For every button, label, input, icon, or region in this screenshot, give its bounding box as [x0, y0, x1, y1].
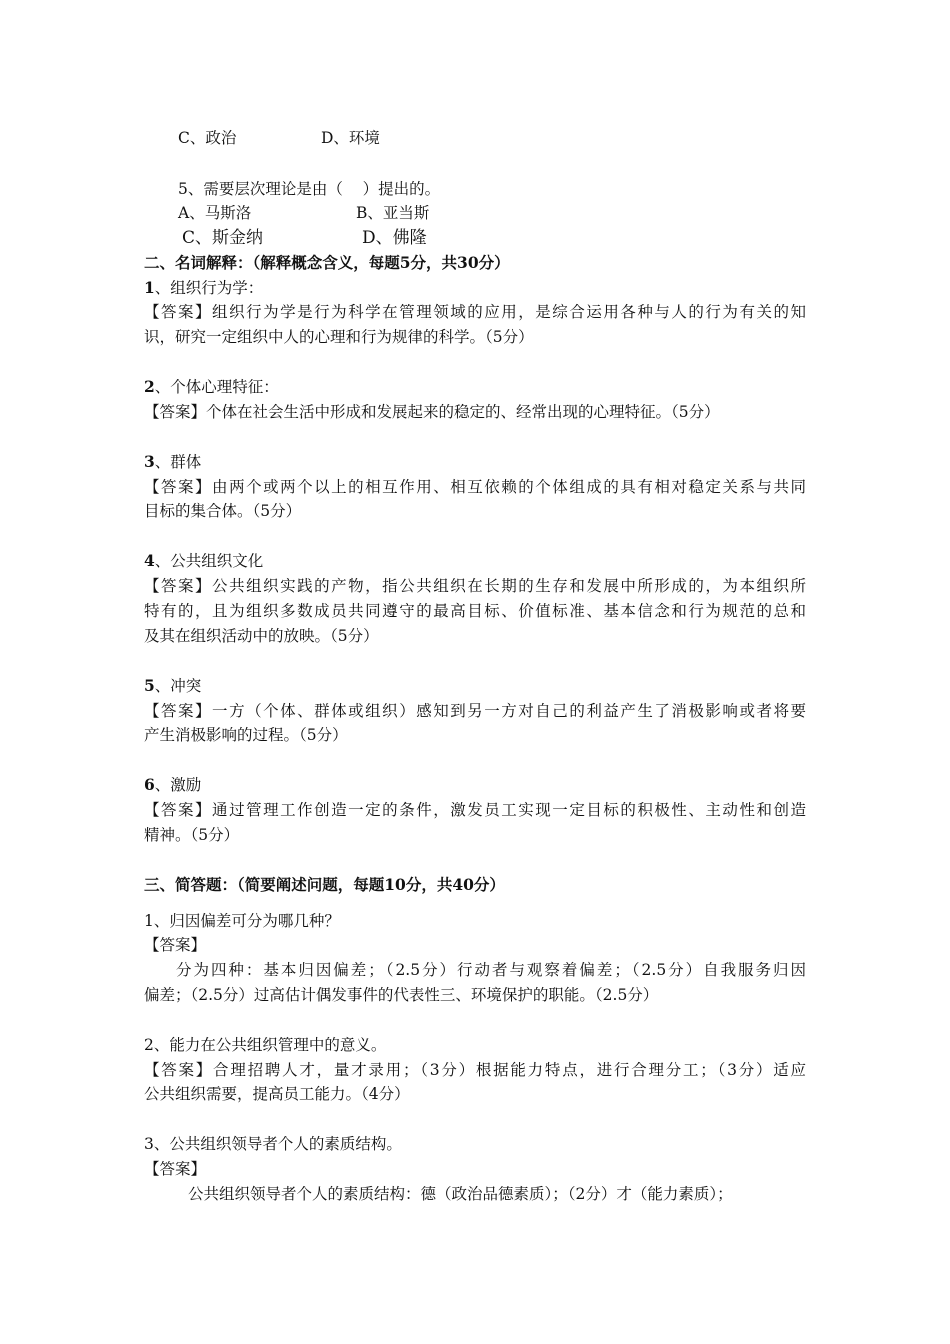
term-6-title: 6、激励	[144, 775, 202, 794]
short-q2-answer-line-1: 【答案】合理招聘人才，量才录用；（3分）根据能力特点，进行合理分工；（3分）适应	[144, 1061, 806, 1079]
q5-option-b: B、亚当斯	[356, 204, 430, 222]
short-q2-title: 2、能力在公共组织管理中的意义。	[144, 1036, 387, 1054]
section2-heading: 二、名词解释：（解释概念含义，每题5分，共30分）	[144, 253, 510, 272]
short-q3-answer-line-1: 公共组织领导者个人的素质结构：德（政治品德素质）；（2分）才（能力素质）；	[188, 1185, 733, 1203]
term-6-answer-line-1: 【答案】通过管理工作创造一定的条件，激发员工实现一定目标的积极性、主动性和创造	[144, 801, 806, 819]
term-5-title: 5、冲突	[144, 676, 202, 695]
term-1-answer-line-2: 识，研究一定组织中人的心理和行为规律的科学。（5分）	[144, 328, 534, 346]
q4-option-c: C、政治	[178, 129, 237, 147]
term-1-answer-line-1: 【答案】组织行为学是行为科学在管理领域的应用，是综合运用各种与人的行为有关的知	[144, 303, 806, 321]
term-5-answer-line-2: 产生消极影响的过程。（5分）	[144, 726, 348, 744]
term-6-answer-line-2: 精神。（5分）	[144, 826, 240, 844]
term-5-answer-line-1: 【答案】一方（个体、群体或组织）感知到另一方对自己的利益产生了消极影响或者将要	[144, 702, 806, 720]
section3-heading: 三、简答题：（简要阐述问题，每题10分，共40分）	[144, 875, 505, 894]
term-2-answer-line-1: 【答案】个体在社会生活中形成和发展起来的稳定的、经常出现的心理特征。（5分）	[144, 403, 720, 421]
short-q2-answer-line-2: 公共组织需要，提高员工能力。（4分）	[144, 1085, 410, 1103]
term-3-answer-line-1: 【答案】由两个或两个以上的相互作用、相互依赖的个体组成的具有相对稳定关系与共同	[144, 478, 806, 496]
short-q3-title: 3、公共组织领导者个人的素质结构。	[144, 1135, 402, 1153]
q4-option-d: D、环境	[321, 129, 380, 147]
short-q1-answer-line-1: 分为四种：基本归因偏差；（2.5分）行动者与观察着偏差；（2.5分）自我服务归因	[176, 961, 806, 979]
term-3-answer-line-2: 目标的集合体。（5分）	[144, 502, 302, 520]
q5-stem: 5、需要层次理论是由（ ）提出的。	[178, 180, 441, 198]
term-2-title: 2、个体心理特征：	[144, 377, 279, 396]
term-4-title: 4、公共组织文化	[144, 551, 264, 570]
q5-option-c: C、斯金纳	[182, 228, 264, 248]
q5-option-a: A、马斯洛	[178, 204, 252, 222]
term-4-answer-line-2: 特有的，且为组织多数成员共同遵守的最高目标、价值标准、基本信念和行为规范的总和	[144, 602, 806, 620]
term-3-title: 3、群体	[144, 452, 202, 471]
q5-option-d: D、佛隆	[362, 228, 427, 248]
term-4-answer-line-1: 【答案】公共组织实践的产物，指公共组织在长期的生存和发展中所形成的，为本组织所	[144, 577, 806, 595]
term-4-answer-line-3: 及其在组织活动中的放映。（5分）	[144, 627, 379, 645]
short-q1-answer-line-2: 偏差；（2.5分）过高估计偶发事件的代表性三、环境保护的职能。（2.5分）	[144, 986, 659, 1004]
term-1-title: 1、组织行为学：	[144, 278, 264, 297]
short-q1-answer-label: 【答案】	[144, 936, 207, 954]
short-q3-answer-label: 【答案】	[144, 1160, 207, 1178]
short-q1-title: 1、归因偏差可分为哪几种？	[144, 912, 340, 930]
